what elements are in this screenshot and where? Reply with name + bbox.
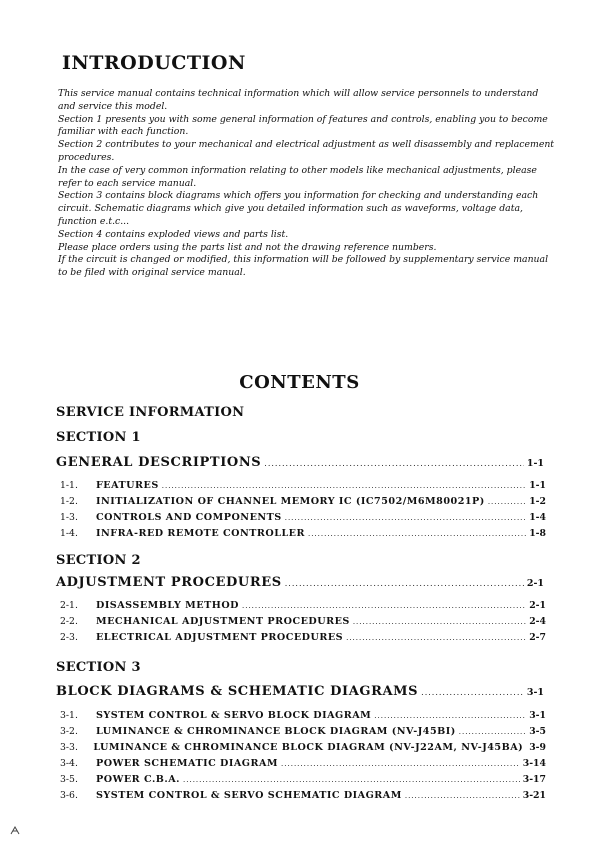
dot-leader: [285, 514, 526, 522]
intro-paragraph: In the case of very common information relating to other models like mechanical adjustments, please refer to each service manual.: [58, 164, 537, 189]
toc-entry-3-5[interactable]: [60, 774, 546, 785]
toc-entry-page: 3-14: [522, 758, 546, 769]
dot-leader: [405, 792, 520, 800]
dot-leader: [488, 498, 526, 506]
toc-entry-page: 1-2: [529, 496, 546, 507]
section-3-label: SECTION 3: [56, 660, 141, 675]
toc-entry-section-3[interactable]: [56, 684, 544, 699]
toc-entry-title: ELECTRICAL ADJUSTMENT PROCEDURES: [96, 632, 344, 643]
toc-entry-title: POWER SCHEMATIC DIAGRAM: [96, 758, 279, 769]
dot-leader: [183, 776, 520, 784]
intro-paragraph: Section 3 contains block diagrams which offers you information for checking and understanding each circuit. Schematic diagrams which give you detailed information such as waveforms, voltage data, function e.t.c...: [58, 190, 539, 227]
dot-leader: [459, 728, 526, 736]
toc-entry-1-3[interactable]: [60, 512, 546, 523]
toc-entry-title: BLOCK DIAGRAMS & SCHEMATIC DIAGRAMS: [56, 684, 419, 699]
toc-entry-title: ADJUSTMENT PROCEDURES: [56, 575, 282, 590]
introduction-heading: INTRODUCTION: [62, 52, 246, 74]
toc-entry-number: 2-2.: [60, 616, 78, 627]
intro-paragraph: This service manual contains technical information which will allow service personnels to understand and service this model.: [58, 88, 539, 112]
toc-entry-1-2[interactable]: [60, 496, 546, 507]
dot-leader: [281, 760, 520, 768]
toc-entry-number: 1-1.: [60, 480, 78, 491]
toc-entry-title: LUMINANCE & CHROMINANCE BLOCK DIAGRAM (NV-J22AM, NV-J45BA): [93, 742, 524, 753]
toc-entry-1-1[interactable]: [60, 480, 546, 491]
dot-leader: [421, 688, 524, 697]
dot-leader: [162, 482, 526, 490]
intro-paragraph: If the circuit is changed or modified, this information will be followed by supplementary service manual to be filed with original service manual.: [58, 254, 549, 279]
toc-entry-page: 3-17: [522, 774, 546, 785]
intro-paragraph: Section 1 presents you with some general information of features and controls, enabling you to become familiar with each function.: [58, 113, 548, 138]
toc-entry-page: 1-8: [529, 528, 546, 539]
toc-entry-number: 1-4.: [60, 528, 78, 539]
toc-entry-3-1[interactable]: [60, 710, 546, 721]
toc-entry-page: 2-7: [529, 632, 546, 643]
toc-entry-page: 3-9: [529, 742, 546, 753]
toc-entry-page: 2-1: [526, 578, 544, 589]
dot-leader: [346, 634, 526, 642]
toc-entry-title: INFRA-RED REMOTE CONTROLLER: [96, 528, 305, 539]
toc-entry-title: LUMINANCE & CHROMINANCE BLOCK DIAGRAM (NV-J45BI): [96, 726, 456, 737]
toc-entry-page: 1-1: [529, 480, 546, 491]
toc-entry-title: GENERAL DESCRIPTIONS: [56, 455, 262, 470]
toc-entry-number: 3-6.: [60, 790, 78, 801]
toc-entry-2-2[interactable]: [60, 616, 546, 627]
toc-entry-page: 3-5: [529, 726, 546, 737]
dot-leader: [308, 530, 526, 538]
toc-entry-title: SYSTEM CONTROL & SERVO BLOCK DIAGRAM: [96, 710, 372, 721]
scan-mark-icon: [9, 824, 21, 836]
toc-entry-number: 1-2.: [60, 496, 78, 507]
toc-entry-page: 1-4: [529, 512, 546, 523]
toc-entry-page: 3-1: [529, 710, 546, 721]
toc-entry-number: 3-5.: [60, 774, 78, 785]
toc-entry-2-3[interactable]: [60, 632, 546, 643]
toc-entry-title: FEATURES: [96, 480, 159, 491]
toc-entry-3-6[interactable]: [60, 790, 546, 801]
intro-paragraph: Please place orders using the parts list and not the drawing reference numbers.: [58, 241, 437, 253]
toc-entry-page: 2-4: [529, 616, 546, 627]
toc-entry-title: SYSTEM CONTROL & SERVO SCHEMATIC DIAGRAM: [96, 790, 402, 801]
toc-entry-section-1[interactable]: [56, 455, 544, 470]
section-1-label: SECTION 1: [56, 430, 141, 445]
intro-paragraph: Section 2 contributes to your mechanical and electrical adjustment as well disassembly and replacement procedures.: [58, 139, 555, 163]
intro-paragraph: Section 4 contains exploded views and parts list.: [58, 228, 289, 240]
toc-entry-title: MECHANICAL ADJUSTMENT PROCEDURES: [96, 616, 350, 627]
toc-entry-page: 3-21: [522, 790, 546, 801]
dot-leader: [353, 618, 526, 626]
introduction-text: [58, 88, 558, 280]
toc-entry-page: 3-1: [526, 687, 544, 698]
toc-entry-3-3[interactable]: [60, 742, 546, 753]
toc-entry-2-1[interactable]: [60, 600, 546, 611]
toc-entry-number: 3-1.: [60, 710, 78, 721]
dot-leader: [285, 579, 524, 588]
dot-leader: [264, 459, 524, 468]
dot-leader: [374, 712, 526, 720]
toc-entry-3-4[interactable]: [60, 758, 546, 769]
dot-leader: [242, 602, 526, 610]
toc-entry-title: INITIALIZATION OF CHANNEL MEMORY IC (IC7502/M6M80021P): [96, 496, 485, 507]
toc-entry-number: 3-2.: [60, 726, 78, 737]
service-information-label: SERVICE INFORMATION: [56, 405, 245, 420]
toc-entry-3-2[interactable]: [60, 726, 546, 737]
toc-entry-number: 3-4.: [60, 758, 78, 769]
section-2-label: SECTION 2: [56, 553, 141, 568]
contents-heading: CONTENTS: [239, 372, 360, 393]
toc-entry-title: DISASSEMBLY METHOD: [96, 600, 239, 611]
toc-entry-section-2[interactable]: [56, 575, 544, 590]
toc-entry-title: POWER C.B.A.: [96, 774, 181, 785]
toc-entry-page: 2-1: [529, 600, 546, 611]
toc-entry-number: 2-1.: [60, 600, 78, 611]
toc-entry-number: 1-3.: [60, 512, 78, 523]
toc-entry-page: 1-1: [526, 458, 544, 469]
toc-entry-1-4[interactable]: [60, 528, 546, 539]
toc-entry-number: 2-3.: [60, 632, 78, 643]
toc-entry-number: 3-3.: [60, 742, 78, 753]
toc-entry-title: CONTROLS AND COMPONENTS: [96, 512, 282, 523]
